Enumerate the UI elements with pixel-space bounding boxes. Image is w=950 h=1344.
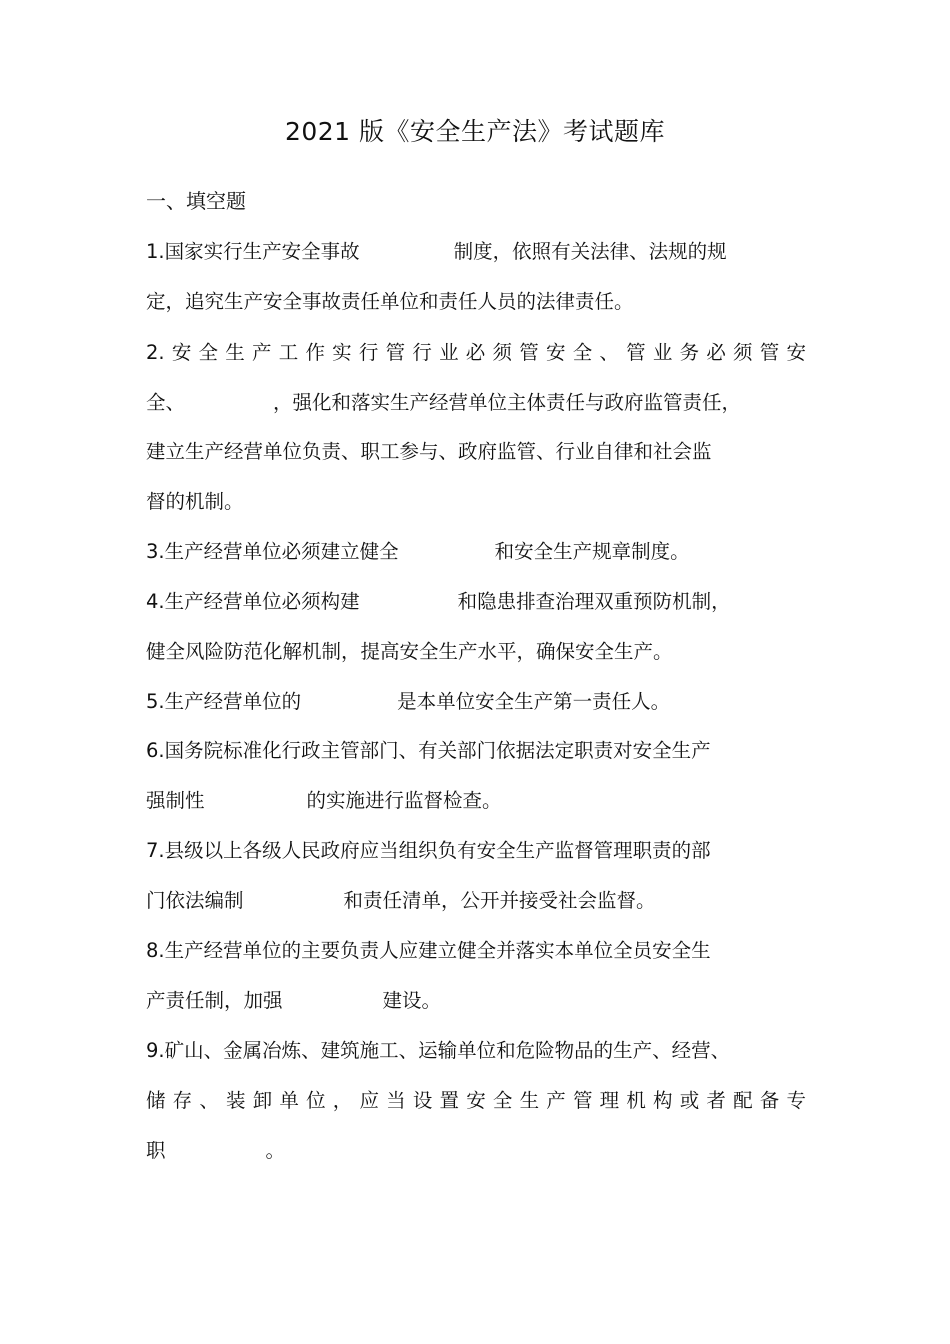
question-2-line-4: 督的机制。 — [146, 490, 244, 513]
question-6-line-2: 强制性 的实施进行监督检查。 — [146, 789, 502, 812]
question-7-line-2: 门依法编制 和责任清单，公开并接受社会监督。 — [146, 889, 656, 912]
question-1-line-1: 1.国家实行生产安全事故 制度，依照有关法律、法规的规 — [146, 240, 727, 263]
question-9-line-3: 职 。 — [146, 1139, 286, 1162]
question-2-line-2: 全、 ，强化和落实生产经营单位主体责任与政府监管责任， — [146, 391, 742, 414]
section-heading: 一、填空题 — [146, 189, 246, 213]
question-4-line-2: 健全风险防范化解机制，提高安全生产水平，确保安全生产。 — [146, 640, 673, 663]
question-8-line-2: 产责任制，加强 建设。 — [146, 989, 442, 1012]
question-9-line-2: 储存、装卸单位，应当设置安全生产管理机构或者配备专 — [146, 1089, 806, 1112]
question-2-line-1: 2.安全生产工作实行管行业必须管安全、管业务必须管安 — [146, 341, 806, 364]
question-2-line-3: 建立生产经营单位负责、职工参与、政府监管、行业自律和社会监 — [146, 440, 712, 463]
question-1-line-2: 定，追究生产安全事故责任单位和责任人员的法律责任。 — [146, 290, 634, 313]
page-title: 2021 版《安全生产法》考试题库 — [284, 117, 666, 146]
question-4-line-1: 4.生产经营单位必须构建 和隐患排查治理双重预防机制， — [146, 590, 731, 613]
question-9-line-1: 9.矿山、金属冶炼、建筑施工、运输单位和危险物品的生产、经营、 — [146, 1039, 731, 1062]
question-6-line-1: 6.国务院标准化行政主管部门、有关部门依据法定职责对安全生产 — [146, 739, 711, 762]
question-7-line-1: 7.县级以上各级人民政府应当组织负有安全生产监督管理职责的部 — [146, 839, 711, 862]
question-5-line-1: 5.生产经营单位的 是本单位安全生产第一责任人。 — [146, 690, 671, 713]
question-8-line-1: 8.生产经营单位的主要负责人应建立健全并落实本单位全员安全生 — [146, 939, 711, 962]
question-3-line-1: 3.生产经营单位必须建立健全 和安全生产规章制度。 — [146, 540, 690, 563]
